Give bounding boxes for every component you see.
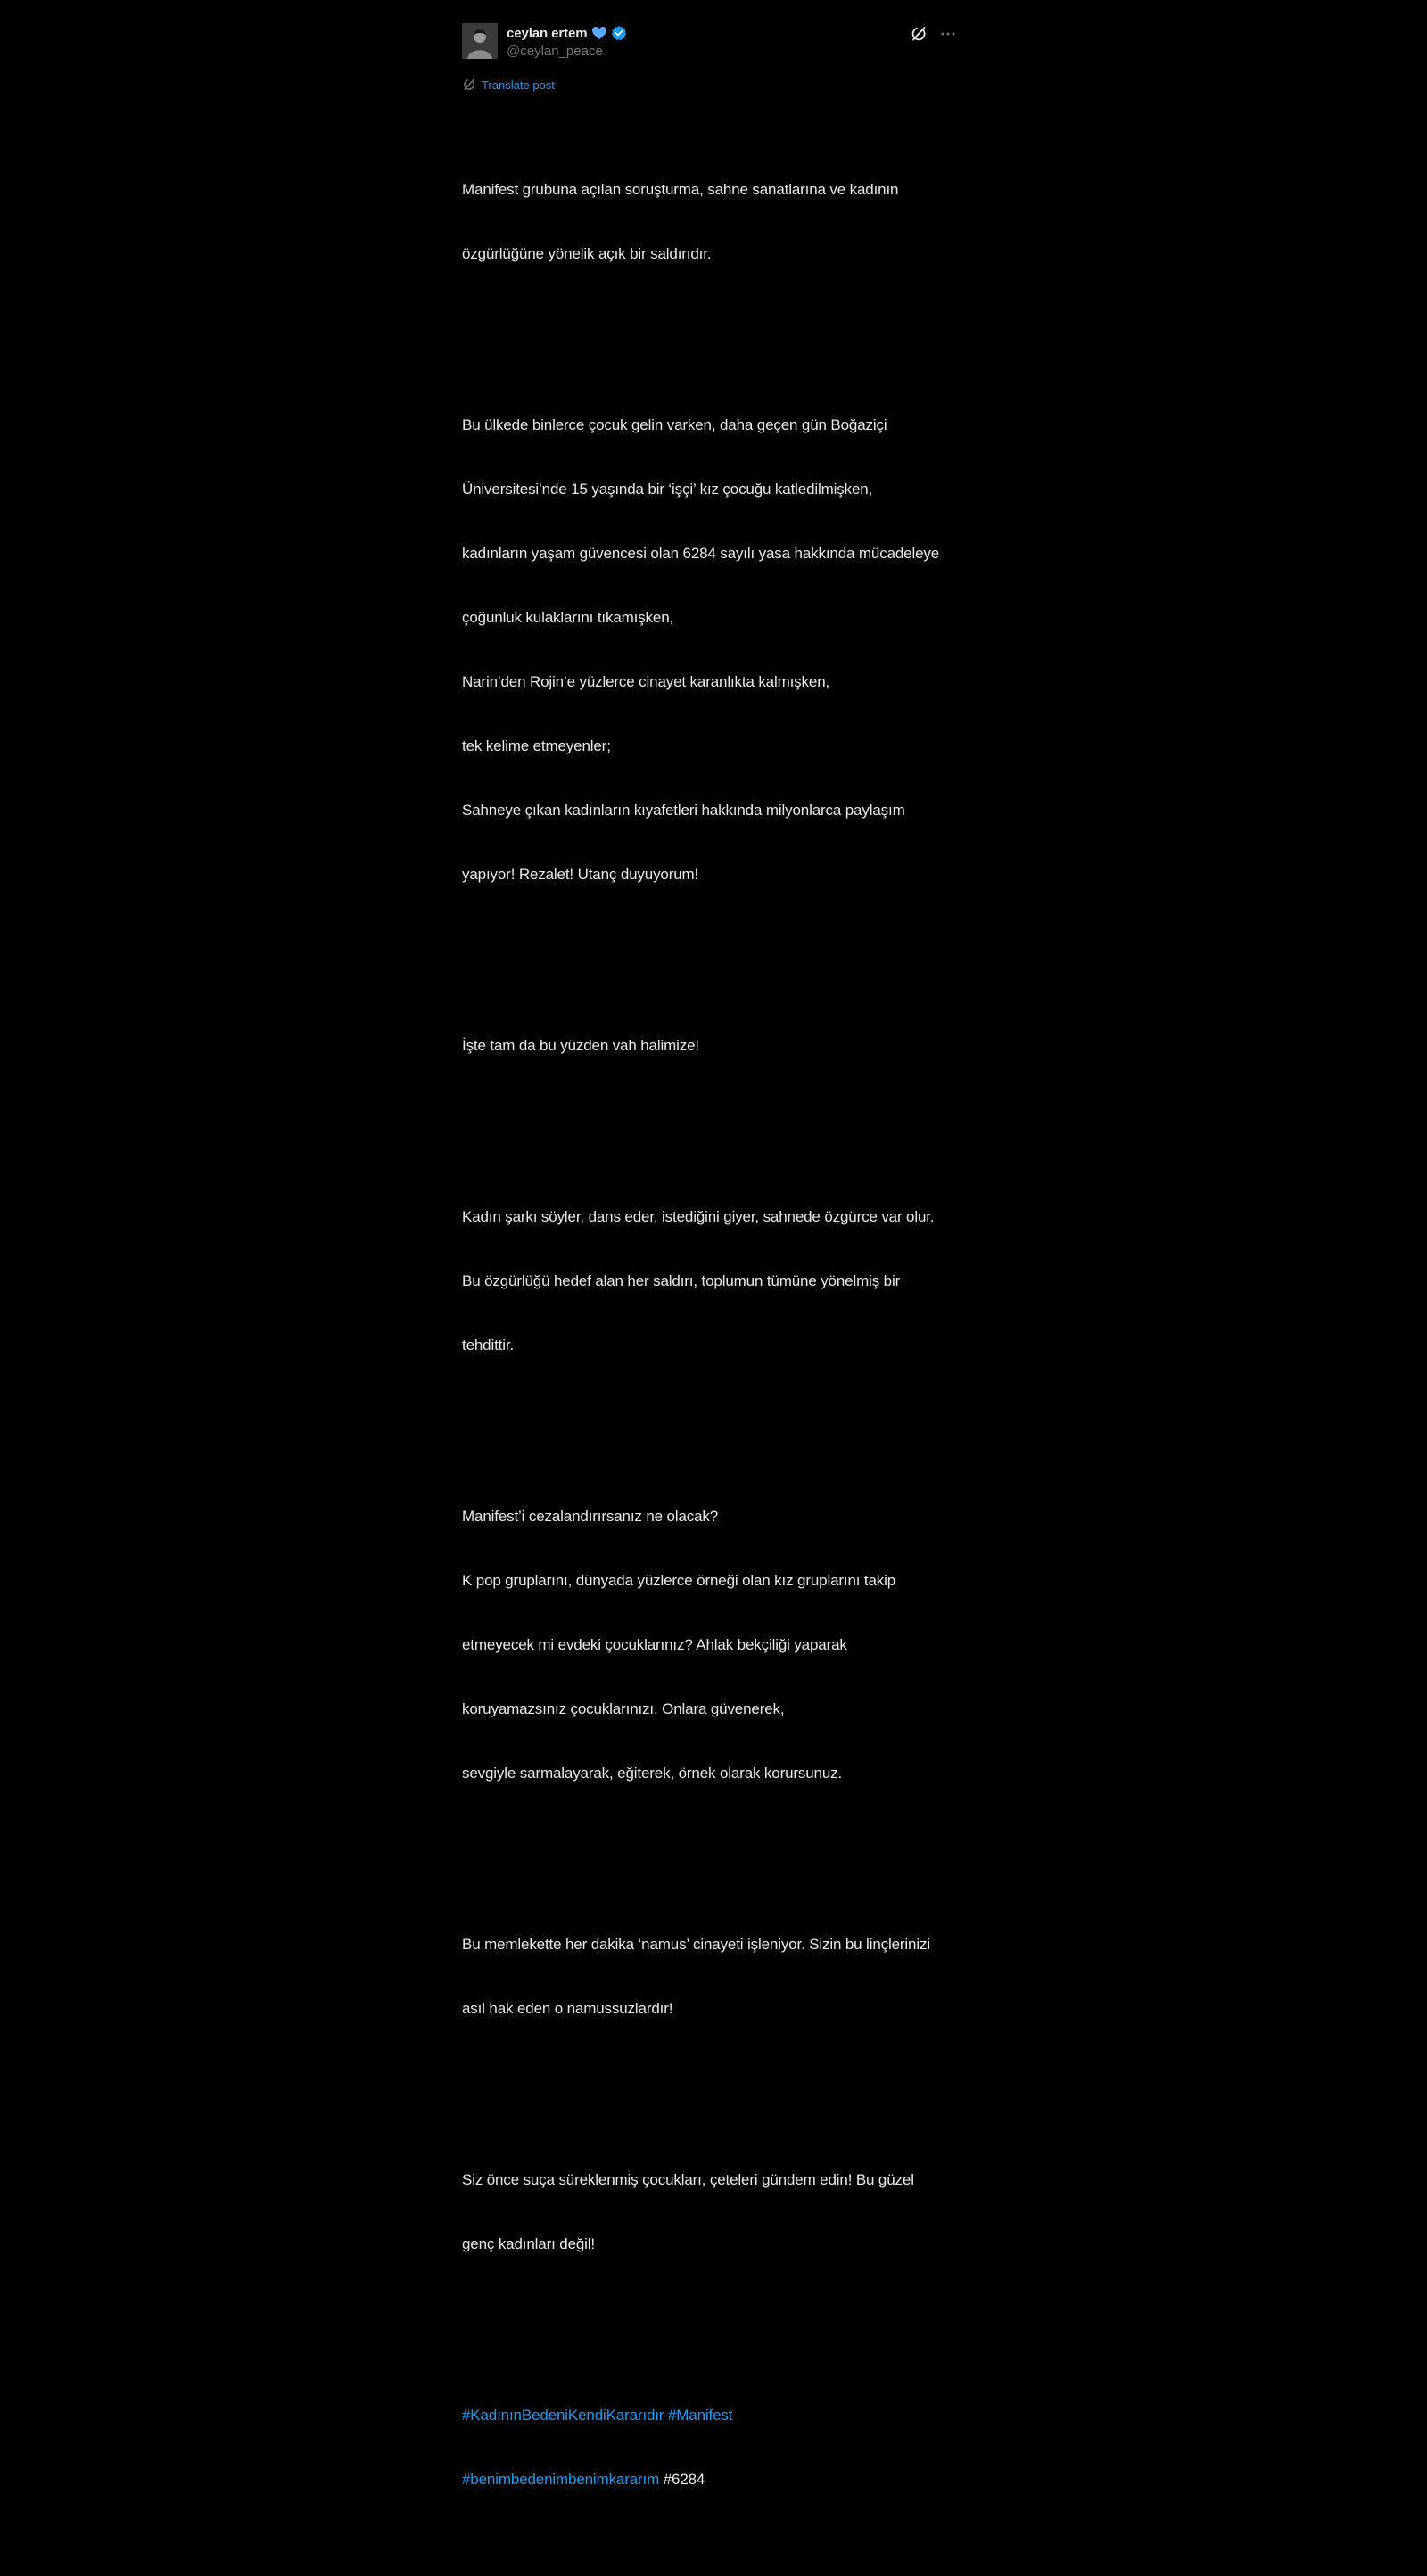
tweet-text — [462, 94, 965, 2576]
hashtag-kadinin-bedeni[interactable]: #KadınınBedeniKendiKararıdır — [462, 2407, 664, 2424]
blue-heart-icon — [591, 26, 607, 40]
text-line: Narin’den Rojin’e yüzlerce cinayet karanlıkta kalmışken, — [462, 673, 830, 690]
paragraph-1 — [462, 136, 965, 308]
hashtag-benimbedenim[interactable]: #benimbedenimbenimkararım — [462, 2471, 660, 2488]
text-line: İşte tam da bu yüzden vah halimize! — [462, 1037, 699, 1054]
avatar[interactable] — [462, 23, 498, 59]
translate-row — [462, 77, 965, 93]
text-line: Üniversitesi’nde 15 yaşında bir ‘işçi’ kız çocuğu katledilmişken, — [462, 481, 873, 498]
paragraph-7 — [462, 2127, 965, 2298]
grok-icon[interactable] — [910, 25, 928, 43]
text-line: etmeyecek mi evdeki çocuklarınız? Ahlak bekçiliği yaparak — [462, 1636, 847, 1653]
text-line: K pop gruplarını, dünyada yüzlerce örneği olan kız gruplarını takip — [462, 1572, 896, 1589]
paragraph-3 — [462, 992, 965, 1099]
hashtag-line-2 — [462, 2469, 965, 2490]
tweet-header — [462, 23, 965, 62]
header-actions — [910, 25, 956, 43]
translate-icon — [462, 78, 476, 92]
hashtag-line-1 — [462, 2405, 965, 2426]
text-line: Bu ülkede binlerce çocuk gelin varken, daha geçen gün Boğaziçi — [462, 416, 887, 433]
hashtag-6284: #6284 — [663, 2471, 705, 2488]
hashtags-paragraph — [462, 2362, 965, 2533]
text-line: koruyamazsınız çocuklarınızı. Onlara güvenerek, — [462, 1700, 785, 1717]
text-line: Siz önce suça süreklenmiş çocukları, çeteleri gündem edin! Bu güzel — [462, 2171, 914, 2188]
text-line: asıl hak eden o namussuzlardır! — [462, 2000, 673, 2017]
text-line: Sahneye çıkan kadınların kıyafetleri hakkında milyonlarca paylaşım — [462, 802, 905, 819]
text-line: Manifest grubuna açılan soruşturma, sahne sanatlarına ve kadının — [462, 181, 899, 198]
author-names — [507, 24, 627, 62]
text-line: tehdittir. — [462, 1337, 515, 1354]
paragraph-4 — [462, 1164, 965, 1399]
display-name[interactable]: ceylan ertem — [507, 25, 588, 41]
author-handle[interactable]: @ceylan_peace — [507, 44, 603, 59]
text-line: genç kadınları değil! — [462, 2235, 596, 2252]
text-line: Bu memlekette her dakika ‘namus’ cinayeti işleniyor. Sizin bu linçlerinizi — [462, 1936, 930, 1953]
text-line: sevgiyle sarmalayarak, eğiterek, örnek olarak korursunuz. — [462, 1765, 843, 1782]
text-line: Kadın şarkı söyler, dans eder, istediğini giyer, sahnede özgürce var olur. — [462, 1208, 935, 1225]
hashtag-manifest[interactable]: #Manifest — [667, 2407, 733, 2424]
text-line: özgürlüğüne yönelik açık bir saldırıdır. — [462, 245, 712, 262]
text-line: tek kelime etmeyenler; — [462, 737, 611, 754]
paragraph-2 — [462, 372, 965, 928]
more-icon[interactable] — [940, 26, 956, 42]
text-line: Manifest’i cezalandırırsanız ne olacak? — [462, 1508, 719, 1525]
text-line: çoğunluk kulaklarını tıkamışken, — [462, 609, 674, 626]
translate-post-link[interactable]: Translate post — [482, 78, 555, 92]
text-line: Bu özgürlüğü hedef alan her saldırı, toplumun tümüne yönelmiş bir — [462, 1272, 901, 1289]
paragraph-6 — [462, 1891, 965, 2062]
name-row — [507, 24, 627, 42]
paragraph-5 — [462, 1463, 965, 1827]
text-line: kadınların yaşam güvencesi olan 6284 sayılı yasa hakkında mücadeleye — [462, 545, 940, 562]
verified-badge-icon[interactable] — [611, 25, 627, 41]
text-line: yapıyor! Rezalet! Utanç duyuyorum! — [462, 866, 699, 883]
tweet — [462, 23, 965, 2576]
